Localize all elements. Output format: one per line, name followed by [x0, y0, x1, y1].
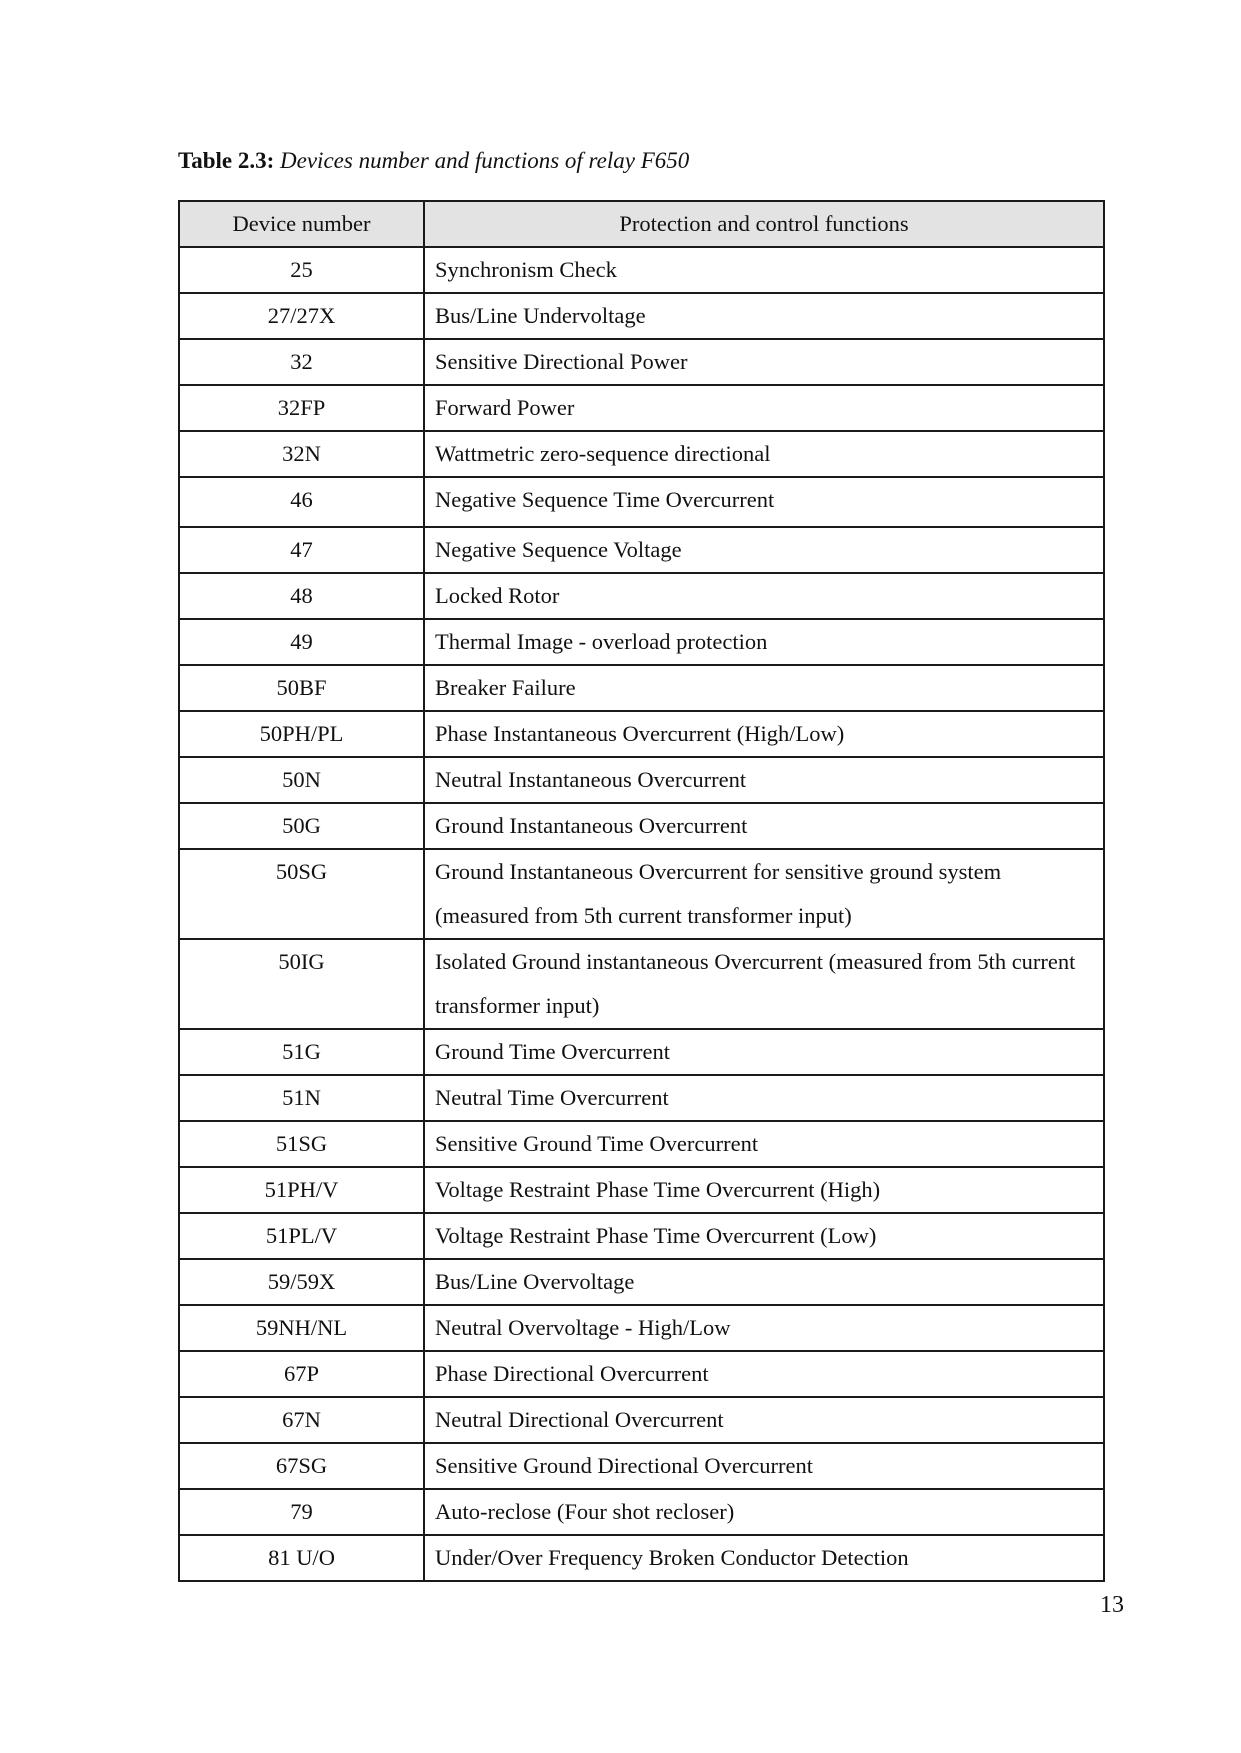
- device-number-cell: 48: [179, 573, 424, 619]
- device-number-cell: 50G: [179, 803, 424, 849]
- device-number-cell: 49: [179, 619, 424, 665]
- table-caption: [178, 146, 689, 176]
- function-cell: Negative Sequence Time Overcurrent: [424, 477, 1104, 527]
- device-number-cell: 51PL/V: [179, 1213, 424, 1259]
- table-row: [179, 339, 1104, 385]
- table-row: [179, 527, 1104, 573]
- device-number-cell: 51G: [179, 1029, 424, 1075]
- function-cell: Wattmetric zero-sequence directional: [424, 431, 1104, 477]
- device-number-cell: 27/27X: [179, 293, 424, 339]
- function-cell: Synchronism Check: [424, 247, 1104, 293]
- device-number-cell: 67P: [179, 1351, 424, 1397]
- header-protection-functions: Protection and control functions: [424, 201, 1104, 247]
- function-cell: Auto-reclose (Four shot recloser): [424, 1489, 1104, 1535]
- table-row: [179, 1075, 1104, 1121]
- device-number-cell: 79: [179, 1489, 424, 1535]
- table-row: [179, 1213, 1104, 1259]
- device-number-cell: 32N: [179, 431, 424, 477]
- table-row: [179, 939, 1104, 1029]
- device-number-cell: 59NH/NL: [179, 1305, 424, 1351]
- table-row: [179, 1397, 1104, 1443]
- table-row: [179, 1489, 1104, 1535]
- function-cell: Bus/Line Undervoltage: [424, 293, 1104, 339]
- caption-title: Devices number and functions of relay F650: [280, 148, 690, 173]
- device-number-cell: 67N: [179, 1397, 424, 1443]
- table-row: [179, 803, 1104, 849]
- function-cell: Sensitive Ground Time Overcurrent: [424, 1121, 1104, 1167]
- table-row: [179, 665, 1104, 711]
- table-row: [179, 1351, 1104, 1397]
- table-row: [179, 619, 1104, 665]
- function-cell: Sensitive Directional Power: [424, 339, 1104, 385]
- device-number-cell: 50BF: [179, 665, 424, 711]
- table-row: [179, 1535, 1104, 1581]
- table-row: [179, 573, 1104, 619]
- function-cell: Ground Instantaneous Overcurrent for sensitive ground system (measured from 5th current transformer input): [424, 849, 1104, 939]
- device-number-cell: 51PH/V: [179, 1167, 424, 1213]
- device-number-cell: 50N: [179, 757, 424, 803]
- table-row: [179, 1029, 1104, 1075]
- table-row: [179, 1443, 1104, 1489]
- table-row: [179, 247, 1104, 293]
- device-number-cell: 59/59X: [179, 1259, 424, 1305]
- table-row: [179, 1121, 1104, 1167]
- function-cell: Neutral Directional Overcurrent: [424, 1397, 1104, 1443]
- function-cell: Negative Sequence Voltage: [424, 527, 1104, 573]
- device-number-cell: 32: [179, 339, 424, 385]
- device-number-cell: 50IG: [179, 939, 424, 1029]
- device-number-cell: 50PH/PL: [179, 711, 424, 757]
- function-cell: Neutral Time Overcurrent: [424, 1075, 1104, 1121]
- table-row: [179, 711, 1104, 757]
- table-row: [179, 385, 1104, 431]
- function-cell: Ground Time Overcurrent: [424, 1029, 1104, 1075]
- function-cell: Voltage Restraint Phase Time Overcurrent (Low): [424, 1213, 1104, 1259]
- device-number-cell: 32FP: [179, 385, 424, 431]
- device-number-cell: 25: [179, 247, 424, 293]
- table-row: [179, 477, 1104, 527]
- table-row: [179, 1305, 1104, 1351]
- device-number-cell: 67SG: [179, 1443, 424, 1489]
- function-cell: Phase Instantaneous Overcurrent (High/Low): [424, 711, 1104, 757]
- device-functions-table: [178, 200, 1105, 1582]
- function-cell: Neutral Overvoltage - High/Low: [424, 1305, 1104, 1351]
- table-row: [179, 1259, 1104, 1305]
- function-cell: Isolated Ground instantaneous Overcurrent (measured from 5th current transformer input): [424, 939, 1104, 1029]
- function-cell: Thermal Image - overload protection: [424, 619, 1104, 665]
- function-cell: Voltage Restraint Phase Time Overcurrent (High): [424, 1167, 1104, 1213]
- function-cell: Ground Instantaneous Overcurrent: [424, 803, 1104, 849]
- table-row: [179, 1167, 1104, 1213]
- caption-label: Table 2.3:: [178, 148, 275, 173]
- page-number: 13: [1100, 1592, 1124, 1618]
- device-number-cell: 81 U/O: [179, 1535, 424, 1581]
- device-number-cell: 46: [179, 477, 424, 527]
- table-row: [179, 757, 1104, 803]
- device-number-cell: 50SG: [179, 849, 424, 939]
- table-row: [179, 849, 1104, 939]
- function-cell: Locked Rotor: [424, 573, 1104, 619]
- function-cell: Neutral Instantaneous Overcurrent: [424, 757, 1104, 803]
- function-cell: Under/Over Frequency Broken Conductor Detection: [424, 1535, 1104, 1581]
- device-number-cell: 51N: [179, 1075, 424, 1121]
- table-row: [179, 431, 1104, 477]
- function-cell: Phase Directional Overcurrent: [424, 1351, 1104, 1397]
- header-device-number: Device number: [179, 201, 424, 247]
- table-row: [179, 293, 1104, 339]
- function-cell: Forward Power: [424, 385, 1104, 431]
- table-header-row: [179, 201, 1104, 247]
- device-number-cell: 51SG: [179, 1121, 424, 1167]
- function-cell: Sensitive Ground Directional Overcurrent: [424, 1443, 1104, 1489]
- function-cell: Bus/Line Overvoltage: [424, 1259, 1104, 1305]
- device-number-cell: 47: [179, 527, 424, 573]
- function-cell: Breaker Failure: [424, 665, 1104, 711]
